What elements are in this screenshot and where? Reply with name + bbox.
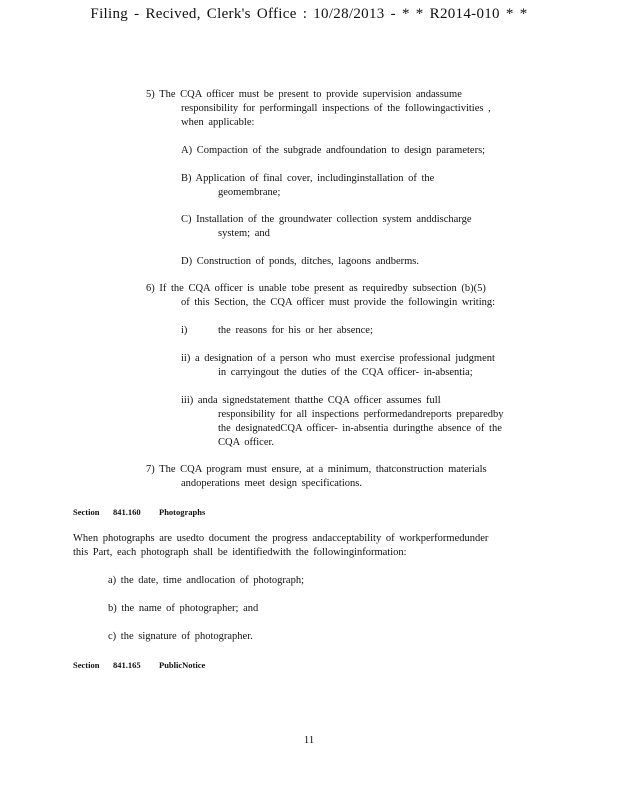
item-5b-line1: B) Application of final cover, includinginstallation of the	[181, 173, 435, 184]
photo-paragraph	[73, 532, 488, 560]
item-5-line3: when applicable:	[181, 117, 255, 128]
item-6i	[181, 324, 373, 338]
item-7-line1: 7) The CQA program must ensure, at a minimum, thatconstruction materials	[146, 464, 487, 475]
item-5-line1: 5) The CQA officer must be present to provide supervision andassume	[146, 89, 462, 100]
filing-header: Filing - Recived, Clerk's Office : 10/28/2013 - * * R2014-010 * *	[90, 6, 528, 22]
item-5b	[181, 172, 434, 200]
item-5-line2: responsibility for performingall inspections of the followingactivities ,	[181, 103, 491, 114]
item-6ii-line2: in carryingout the duties of the CQA officer- in-absentia;	[218, 367, 473, 378]
item-5	[146, 88, 491, 130]
item-6-line1: 6) If the CQA officer is unable tobe present as requiredby subsection (b)(5)	[146, 283, 486, 294]
item-6i-label: i)	[181, 325, 188, 336]
item-6iii-line3: the designatedCQA officer- in-absentia duringthe absence of the	[218, 423, 502, 434]
item-5c-line1: C) Installation of the groundwater collection system anddischarge	[181, 214, 472, 225]
section-label: Section	[73, 507, 100, 517]
item-5c	[181, 213, 472, 241]
item-5d: D) Construction of ponds, ditches, lagoons andberms.	[181, 256, 420, 267]
section-title: Photographs	[159, 507, 206, 517]
item-6ii-line1: ii) a designation of a person who must exercise professional judgment	[181, 353, 495, 364]
item-5b-line2: geomembrane;	[218, 187, 281, 198]
photo-item-b: b) the name of photographer; and	[108, 603, 259, 614]
item-6iii-line4: CQA officer.	[218, 437, 275, 448]
item-6ii	[181, 352, 495, 380]
photo-item-c: c) the signature of photographer.	[108, 631, 253, 642]
item-6-line2: of this Section, the CQA officer must provide the followingin writing:	[181, 297, 496, 308]
item-5a: A) Compaction of the subgrade andfoundation to design parameters;	[181, 145, 486, 156]
photo-paragraph-line2: this Part, each photograph shall be identifiedwith the followinginformation:	[73, 547, 407, 558]
photo-item-a: a) the date, time andlocation of photograph;	[108, 575, 304, 586]
item-7-line2: andoperations meet design specifications.	[181, 478, 362, 489]
photo-paragraph-line1: When photographs are usedto document the progress andacceptability of workperformedunder	[73, 533, 489, 544]
item-5c-line2: system; and	[218, 228, 270, 239]
section-number: 841.160	[113, 507, 141, 517]
section-title: PublicNotice	[159, 660, 206, 670]
item-7	[146, 463, 487, 491]
section-number: 841.165	[113, 660, 141, 670]
item-6iii-line1: iii) anda signedstatement thatthe CQA officer assumes full	[181, 395, 441, 406]
section-841-165-heading	[73, 660, 205, 670]
item-6iii-line2: responsibility for all inspections performedandreports preparedby	[218, 409, 504, 420]
item-6i-text: the reasons for his or her absence;	[218, 325, 373, 336]
section-841-160-heading	[73, 507, 205, 517]
item-6iii	[181, 394, 504, 450]
item-6	[146, 282, 495, 310]
section-label: Section	[73, 660, 100, 670]
page-number: 11	[303, 734, 315, 746]
